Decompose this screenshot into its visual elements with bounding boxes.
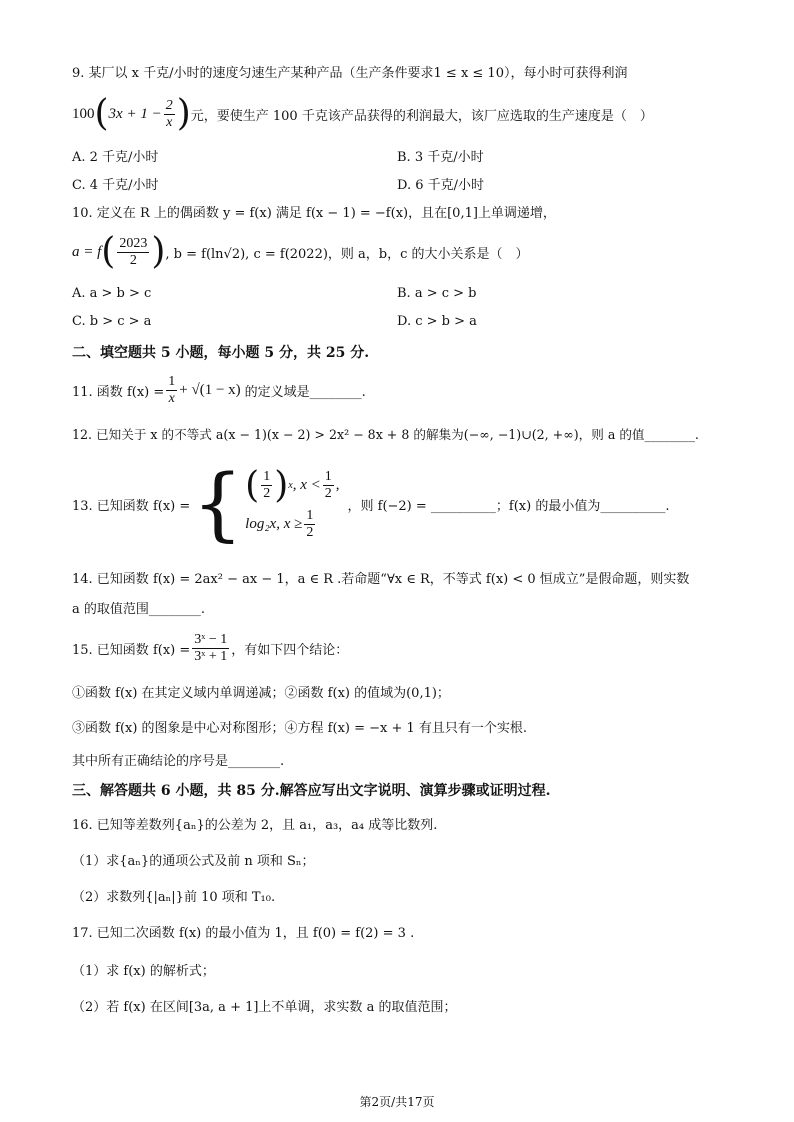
q17-part1: （1）求 f(x) 的解析式；	[72, 964, 215, 979]
q17-part2: （2）若 f(x) 在区间[3a, a + 1]上不单调，求实数 a 的取值范围；	[72, 1000, 457, 1015]
q11-line	[72, 368, 366, 412]
q10-option-a: A. a > b > c	[72, 286, 152, 301]
q13-cases	[245, 464, 340, 541]
q11-fraction	[166, 374, 177, 407]
q12-line: 12. 已知关于 x 的不等式 a(x − 1)(x − 2) > 2x² − 8x + 8 的解集为(−∞, −1)∪(2, +∞)，则 a 的值________.	[72, 427, 699, 442]
q15-prefix: 15. 已知函数 f(x) =	[72, 642, 191, 658]
q10-option-b: B. a > c > b	[397, 286, 477, 301]
q10-fraction	[117, 236, 149, 269]
q13-case1-lparen: (	[245, 464, 260, 506]
q10-right-paren: )	[151, 231, 166, 272]
q9-option-b: B. 3 千克/小时	[397, 150, 484, 165]
q9-fraction	[164, 98, 175, 131]
q16-part1: （1）求{aₙ}的通项公式及前 n 项和 Sₙ；	[72, 854, 315, 869]
q11-frac-num: 1	[168, 373, 176, 389]
q15-frac-den: 3ˣ + 1	[194, 648, 228, 664]
q13-prefix: 13. 已知函数 f(x) =	[72, 498, 191, 514]
q13-case1-bound	[323, 469, 334, 502]
q13-case1-text: , x <	[292, 477, 321, 493]
q9-line1: 9. 某厂以 x 千克/小时的速度匀速生产某种产品（生产条件要求1 ≤ x ≤ 10），每小时可获得利润	[72, 66, 628, 81]
q13-case2-text: log₂x, x ≥	[245, 515, 303, 532]
q15-line2: ①函数 f(x) 在其定义域内单调递减；②函数 f(x) 的值域为(0,1)；	[72, 686, 450, 701]
q13-case1-exp: x	[288, 480, 293, 491]
q9-expr-prefix: 100	[72, 105, 95, 122]
q10-left-paren: (	[101, 231, 116, 272]
q16-part2: （2）求数列{|aₙ|}前 10 项和 T₁₀.	[72, 890, 276, 905]
q13-case2	[245, 508, 339, 541]
q9-right-paren: )	[176, 93, 191, 134]
q13-case2-bound-den: 2	[306, 524, 314, 540]
q11-suffix: 的定义域是________.	[244, 384, 366, 400]
q10-option-d: D. c > b > a	[397, 314, 477, 329]
q9-option-a: A. 2 千克/小时	[72, 150, 159, 165]
q13-case2-bound-num: 1	[306, 507, 314, 523]
q13-case1-bound-num: 1	[324, 469, 332, 484]
q13-case2-bound	[304, 508, 315, 541]
q13-after: ，则 f(−2) = __________；f(x) 的最小值为__________.	[347, 498, 670, 514]
q15-line1	[72, 626, 348, 670]
q16-line1: 16. 已知等差数列{aₙ}的公差为 2，且 a₁，a₃，a₄ 成等比数列.	[72, 818, 438, 833]
q9-left-paren: (	[94, 93, 109, 134]
q13-case1-rparen: )	[274, 464, 289, 506]
q10-frac-num: 2023	[119, 235, 148, 251]
q13-case1	[245, 464, 340, 506]
q9-option-c: C. 4 千克/小时	[72, 178, 159, 193]
q15-suffix: ，有如下四个结论：	[231, 642, 349, 658]
q9-frac-num: 2	[165, 97, 173, 113]
q13-case1-bound-den: 2	[324, 486, 332, 501]
q15-line4: 其中所有正确结论的序号是________.	[72, 754, 285, 769]
q14-line1: 14. 已知函数 f(x) = 2ax² − ax − 1，a ∈ R .若命题“∀x ∈ R，不等式 f(x) < 0 恒成立”是假命题，则实数	[72, 572, 690, 587]
q17-line1: 17. 已知二次函数 f(x) 的最小值为 1，且 f(0) = f(2) = 3 .	[72, 926, 415, 941]
q9-expr-inner: 3x + 1 −	[108, 105, 162, 122]
q10-a-prefix: a = f	[72, 243, 102, 260]
q13-case1-base-den: 2	[263, 486, 271, 501]
q10-line1: 10. 定义在 R 上的偶函数 y = f(x) 满足 f(x − 1) = −f(x)，且在[0,1]上单调递增，	[72, 206, 556, 221]
q13-case1-comma: ,	[335, 477, 340, 493]
q10-option-c: C. b > c > a	[72, 314, 152, 329]
q13-brace: {	[192, 457, 244, 550]
q9-line2-text: 元，要使生产 100 千克该产品获得的利润最大，该厂应选取的生产速度是（ ）	[190, 108, 653, 124]
q9-line2	[72, 92, 653, 136]
q10-frac-den: 2	[129, 252, 137, 268]
section2-heading: 二、填空题共 5 小题，每小题 5 分，共 25 分.	[72, 345, 370, 361]
q9-option-d: D. 6 千克/小时	[397, 178, 485, 193]
page-footer: 第2页/共17页	[359, 1095, 435, 1109]
section3-heading: 三、解答题共 6 小题，共 85 分.解答应写出文字说明、演算步骤或证明过程.	[72, 783, 551, 799]
q11-mid: + √(1 − x)	[179, 381, 241, 398]
q10-rest: , b = f(ln√2), c = f(2022)，则 a，b，c 的大小关系是（ ）	[165, 246, 529, 262]
q13-case1-base	[261, 469, 272, 502]
q11-prefix: 11. 函数 f(x) =	[72, 384, 165, 400]
q15-fraction	[192, 632, 229, 665]
q10-line2	[72, 230, 529, 274]
q13-line	[72, 456, 669, 552]
q14-line2: a 的取值范围________.	[72, 602, 206, 617]
q11-frac-den: x	[168, 390, 175, 406]
q13-case1-base-num: 1	[263, 469, 271, 484]
q15-line3: ③函数 f(x) 的图象是中心对称图形；④方程 f(x) = −x + 1 有且只有一个实根.	[72, 721, 528, 736]
q15-frac-num: 3ˣ − 1	[194, 631, 228, 647]
q9-frac-den: x	[166, 114, 173, 130]
